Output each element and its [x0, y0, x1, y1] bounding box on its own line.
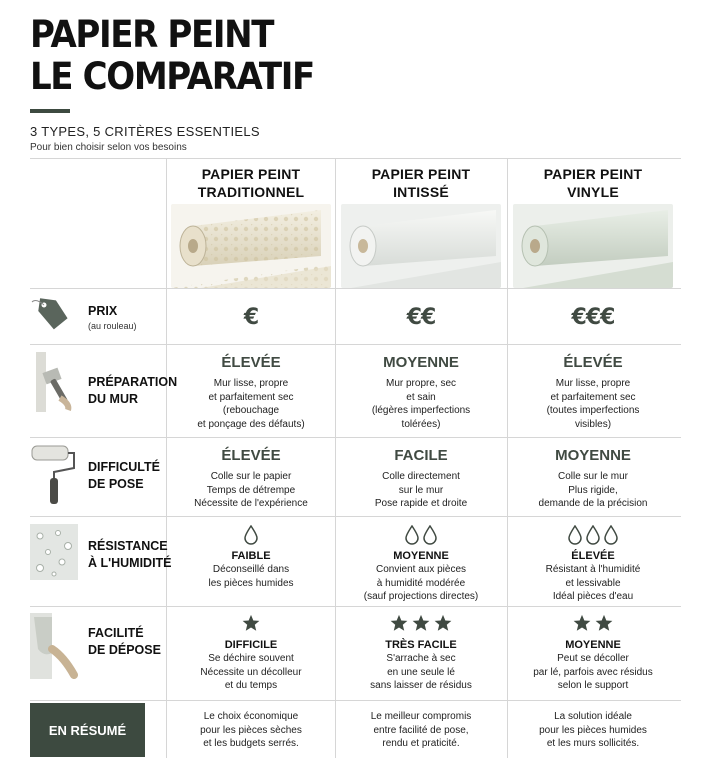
- column-header-intisse: PAPIER PEINT INTISSÉ: [371, 166, 471, 200]
- depose-intisse: TRÈS FACILE S'arrache à sec en une seule lé sans laisser de résidus: [337, 614, 505, 693]
- difficulte-vinyle: MOYENNE Colle sur le mur Plus rigide, demande de la précision: [538, 447, 648, 509]
- star-icon: [390, 614, 408, 632]
- star-icon: [595, 614, 613, 632]
- drop-rating: [167, 525, 335, 547]
- preparation-intisse: MOYENNE Mur propre, sec et sain (légères imperfections tolérées): [371, 354, 471, 430]
- column-header-traditionnel: PAPIER PEINT TRADITIONNEL: [197, 166, 305, 200]
- preparation-traditionnel: ÉLEVÉE Mur lisse, propre et parfaitement sec (rebouchage et ponçage des défauts): [197, 354, 305, 430]
- divider: [507, 158, 508, 758]
- price-traditionnel: €: [243, 305, 259, 330]
- divider: [30, 516, 681, 517]
- water-drop-icon: [423, 525, 437, 545]
- divider: [30, 700, 681, 701]
- paint-roller-icon: [30, 444, 80, 508]
- price-tag-icon: [30, 296, 74, 332]
- water-droplets-icon: [30, 524, 78, 580]
- divider: [335, 158, 336, 758]
- humidite-intisse: MOYENNE Convient aux pièces à humidité modérée (sauf projections directes): [337, 525, 505, 604]
- star-rating: [337, 614, 505, 636]
- star-rating: [509, 614, 677, 636]
- intisse-roll-image: [341, 204, 501, 288]
- summary-traditionnel: Le choix économique pour les pièces sèches et les budgets serrés.: [200, 711, 302, 749]
- title-line-1: PAPIER PEINT: [30, 13, 274, 56]
- humidite-vinyle: ÉLEVÉE Résistant à l'humidité et lessivable Idéal pièces d'eau: [509, 525, 677, 604]
- star-rating: [167, 614, 335, 636]
- depose-traditionnel: DIFFICILE Se déchire souvent Nécessite un décolleur et du temps: [167, 614, 335, 693]
- humidite-traditionnel: FAIBLE Déconseillé dans les pièces humides: [167, 525, 335, 590]
- price-intisse: €€: [406, 305, 436, 330]
- title-accent-bar: [30, 109, 70, 113]
- column-header-vinyle: PAPIER PEINT VINYLE: [543, 166, 643, 200]
- star-icon: [573, 614, 591, 632]
- water-drop-icon: [586, 525, 600, 545]
- page-title: [30, 14, 314, 98]
- price-vinyle: €€€: [571, 305, 615, 330]
- traditional-roll-image: [171, 204, 331, 288]
- scraper-icon: [30, 352, 78, 414]
- water-drop-icon: [568, 525, 582, 545]
- divider: [30, 344, 681, 345]
- water-drop-icon: [244, 525, 258, 545]
- water-drop-icon: [604, 525, 618, 545]
- star-icon: [412, 614, 430, 632]
- depose-vinyle: MOYENNE Peut se décoller par lé, parfois avec résidus selon le support: [509, 614, 677, 693]
- divider: [30, 606, 681, 607]
- peeling-wallpaper-icon: [30, 613, 80, 679]
- vinyle-roll-image: [513, 204, 673, 288]
- summary-vinyle: La solution idéale pour les pièces humides et les murs sollicités.: [539, 711, 647, 749]
- row-label-humidite: RÉSISTANCE À L'HUMIDITÉ: [88, 539, 172, 570]
- preparation-vinyle: ÉLEVÉE Mur lisse, propre et parfaitement sec (toutes imperfections visibles): [546, 354, 640, 430]
- row-label-depose: FACILITÉ DE DÉPOSE: [88, 626, 161, 657]
- star-icon: [242, 614, 260, 632]
- divider: [30, 288, 681, 289]
- divider: [30, 158, 681, 159]
- star-icon: [434, 614, 452, 632]
- drop-rating: [509, 525, 677, 547]
- difficulte-intisse: FACILE Colle directement sur le mur Pose rapide et droite: [374, 447, 468, 509]
- row-label-difficulte: DIFFICULTÉ DE POSE: [88, 460, 160, 491]
- difficulte-traditionnel: ÉLEVÉE Colle sur le papier Temps de détrempe Nécessite de l'expérience: [194, 447, 308, 509]
- title-line-2: LE COMPARATIF: [30, 55, 314, 98]
- subtitle: 3 TYPES, 5 CRITÈRES ESSENTIELS: [30, 124, 260, 139]
- row-label-prix: PRIX (au rouleau): [88, 304, 137, 331]
- divider: [30, 437, 681, 438]
- row-label-preparation: PRÉPARATION DU MUR: [88, 375, 178, 406]
- sub-subtitle: Pour bien choisir selon vos besoins: [30, 142, 187, 153]
- summary-label: EN RÉSUMÉ: [30, 703, 145, 757]
- summary-intisse: Le meilleur compromis entre facilité de pose, rendu et praticité.: [370, 711, 472, 749]
- water-drop-icon: [405, 525, 419, 545]
- drop-rating: [337, 525, 505, 547]
